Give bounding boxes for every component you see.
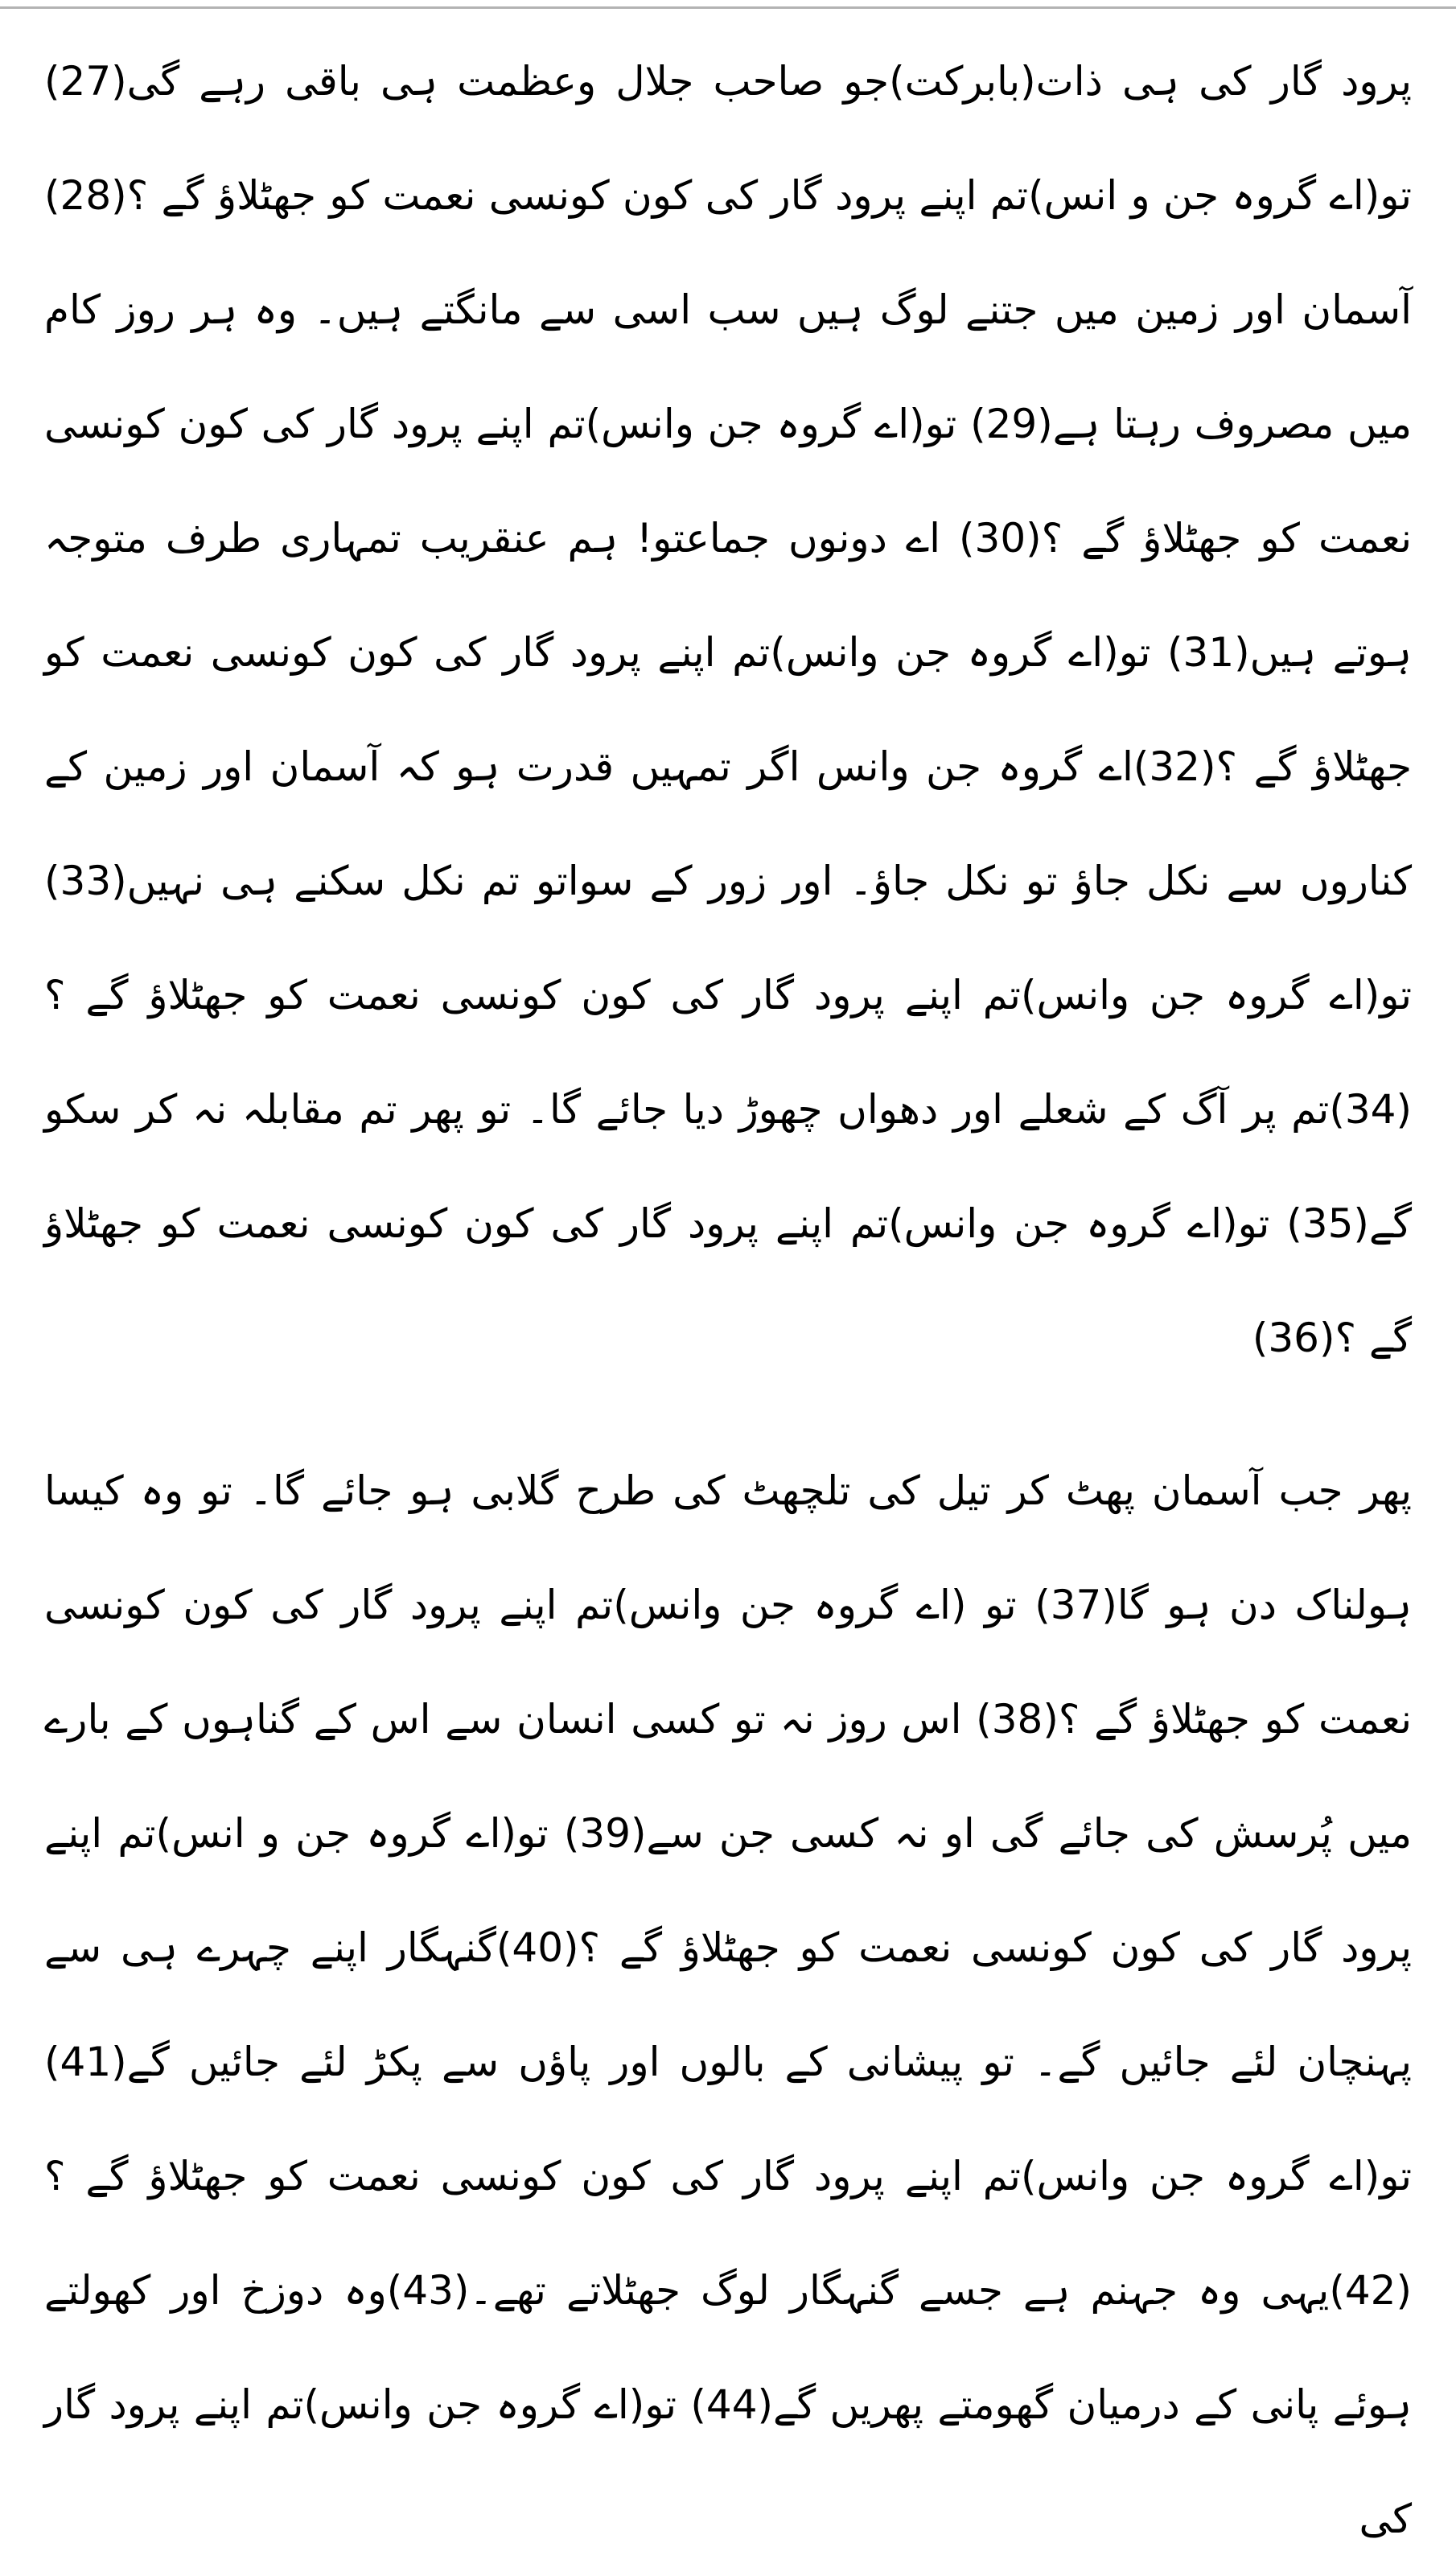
top-divider-rule — [0, 6, 1456, 9]
urdu-text-block — [44, 24, 1412, 2576]
paragraph-verses-37-44: پھر جب آسمان پھٹ کر تیل کی تلچھٹ کی طرح گلابی ہو جائے گا۔ تو وہ کیسا ہولناک دن ہو گا(37) تو (اے گروہ جن وانس)تم اپنے پرود گار کی کون کونسی نعمت کو جھٹلاؤ گے ؟(38) اس روز نہ تو کسی انسان سے اس کے گناہوں کے بارے میں پُرسش کی جائے گی او نہ کسی جن سے(39) تو(اے گروہ جن و انس)تم اپنے پرود گار کی کون کونسی نعمت کو جھٹلاؤ گے ؟(40)گنہگار اپنے چہرے ہی سے پہنچان لئے جائیں گے۔ تو پیشانی کے بالوں اور پاؤں سے پکڑ لئے جائیں گے(41) تو(اے گروہ جن وانس)تم اپنے پرود گار کی کون کونسی نعمت کو جھٹلاؤ گے ؟(42)یہی وہ جہنم ہے جسے گنہگار لوگ جھٹلاتے تھے۔(43)وہ دوزخ اور کھولتے ہوئے پانی کے درمیان گھومتے پھریں گے(44) تو(اے گروہ جن وانس)تم اپنے پرود گار کی — [44, 1467, 1413, 2542]
paragraph-verses-27-36: پرود گار کی ہی ذات(بابرکت)جو صاحب جلال وعظمت ہی باقی رہے گی(27) تو(اے گروہ جن و انس)تم اپنے پرود گار کی کون کونسی نعمت کو جھٹلاؤ گے ؟(28) آسمان اور زمین میں جتنے لوگ ہیں سب اسی سے مانگتے ہیں۔ وہ ہر روز کام میں مصروف رہتا ہے(29) تو(اے گروہ جن وانس)تم اپنے پرود گار کی کون کونسی نعمت کو جھٹلاؤ گے ؟(30) اے دونوں جماعتو! ہم عنقریب تمہاری طرف متوجہ ہوتے ہیں(31) تو(اے گروہ جن وانس)تم اپنے پرود گار کی کون کونسی نعمت کو جھٹلاؤ گے ؟(32)اے گروہ جن وانس اگر تمہیں قدرت ہو کہ آسمان اور زمین کے کناروں سے نکل جاؤ تو نکل جاؤ۔ اور زور کے سواتو تم نکل سکنے ہی نہیں(33) تو(اے گروہ جن وانس)تم اپنے پرود گار کی کون کونسی نعمت کو جھٹلاؤ گے ؟(34)تم پر آگ کے شعلے اور دھواں چھوڑ دیا جائے گا۔ تو پھر تم مقابلہ نہ کر سکو گے(35) تو(اے گروہ جن وانس)تم اپنے پرود گار کی کون کونسی نعمت کو جھٹلاؤ گے ؟(36) — [44, 58, 1413, 1361]
